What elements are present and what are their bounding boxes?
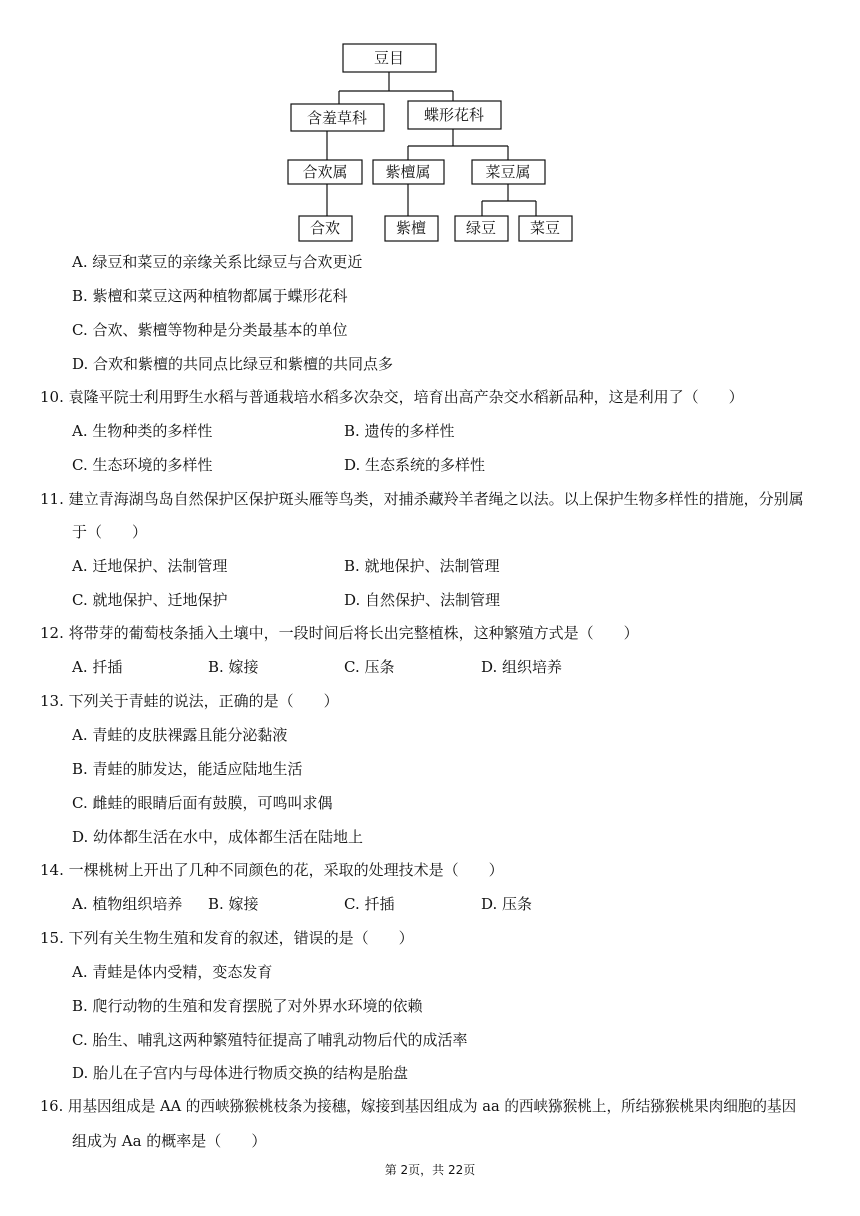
q15-stem: 15. 下列有关生物生殖和发育的叙述，错误的是（ ） <box>40 929 414 947</box>
q15-option-c: C. 胎生、哺乳这两种繁殖特征提高了哺乳动物后代的成活率 <box>72 1031 468 1049</box>
q12-option-c: C. 压条 <box>344 658 395 676</box>
q14-option-d: D. 压条 <box>481 895 533 913</box>
q10-option-a: A. 生物种类的多样性 <box>72 422 213 440</box>
genus-label-2: 紫檀属 <box>385 163 431 181</box>
q11-option-a: A. 迁地保护、法制管理 <box>72 557 228 575</box>
q9-option-b: B. 紫檀和菜豆这两种植物都属于蝶形花科 <box>72 287 348 305</box>
q13-option-a: A. 青蛙的皮肤裸露且能分泌黏液 <box>72 726 288 744</box>
q9-option-d: D. 合欢和紫檀的共同点比绿豆和紫檀的共同点多 <box>72 355 394 373</box>
species-label-2: 紫檀 <box>395 219 427 237</box>
q14-option-c: C. 扦插 <box>344 895 395 913</box>
classification-diagram <box>0 0 860 250</box>
q11-option-b: B. 就地保护、法制管理 <box>344 557 500 575</box>
q14-stem: 14. 一棵桃树上开出了几种不同颜色的花，采取的处理技术是（ ） <box>40 861 504 879</box>
q15-option-a: A. 青蛙是体内受精，变态发育 <box>72 963 273 981</box>
q12-option-d: D. 组织培养 <box>481 658 563 676</box>
q11-option-c: C. 就地保护、迁地保护 <box>72 591 228 609</box>
q10-option-c: C. 生态环境的多样性 <box>72 456 213 474</box>
q10-option-b: B. 遗传的多样性 <box>344 422 455 440</box>
species-label-1: 合欢 <box>309 219 341 237</box>
q9-option-c: C. 合欢、紫檀等物种是分类最基本的单位 <box>72 321 348 339</box>
q14-option-a: A. 植物组织培养 <box>72 895 183 913</box>
q10-stem: 10. 袁隆平院士利用野生水稻与普通栽培水稻多次杂交，培育出高产杂交水稻新品种，这是利用了（ ） <box>40 388 744 406</box>
q10-option-d: D. 生态系统的多样性 <box>344 456 486 474</box>
q11-option-d: D. 自然保护、法制管理 <box>344 591 501 609</box>
q16-stem-line-1: 16. 用基因组成是 AA 的西峡猕猴桃枝条为接穗，嫁接到基因组成为 aa 的西峡猕猴桃上，所结猕猴桃果肉细胞的基因 <box>40 1098 797 1115</box>
q9-option-a: A. 绿豆和菜豆的亲缘关系比绿豆与合欢更近 <box>72 253 363 271</box>
order-label: 豆目 <box>373 49 405 67</box>
q14-option-b: B. 嫁接 <box>208 895 259 913</box>
q13-option-c: C. 雌蛙的眼睛后面有鼓膜，可鸣叫求偶 <box>72 794 333 812</box>
q15-option-d: D. 胎儿在子宫内与母体进行物质交换的结构是胎盘 <box>72 1064 409 1082</box>
species-label-4: 菜豆 <box>529 219 561 237</box>
page-footer: 第 2页，共 22页 <box>384 1163 476 1177</box>
family-label-1: 含羞草科 <box>306 109 368 127</box>
q16-stem-line-2: 组成为 Aa 的概率是（ ） <box>72 1132 267 1150</box>
q13-option-d: D. 幼体都生活在水中，成体都生活在陆地上 <box>72 828 364 846</box>
q13-option-b: B. 青蛙的肺发达，能适应陆地生活 <box>72 760 303 778</box>
q13-stem: 13. 下列关于青蛙的说法，正确的是（ ） <box>40 692 339 710</box>
q11-stem-line-1: 11. 建立青海湖鸟岛自然保护区保护斑头雁等鸟类，对捕杀藏羚羊者绳之以法。以上保护生物多样性的措施，分别属 <box>40 490 804 508</box>
species-label-3: 绿豆 <box>465 219 497 237</box>
family-label-2: 蝶形花科 <box>423 106 485 124</box>
q12-option-a: A. 扦插 <box>72 658 123 676</box>
q15-option-b: B. 爬行动物的生殖和发育摆脱了对外界水环境的依赖 <box>72 997 423 1015</box>
genus-label-3: 菜豆属 <box>485 163 531 181</box>
q12-option-b: B. 嫁接 <box>208 658 259 676</box>
genus-label-1: 合欢属 <box>302 163 348 181</box>
q11-stem-line-2: 于（ ） <box>72 523 148 541</box>
q12-stem: 12. 将带芽的葡萄枝条插入土壤中，一段时间后将长出完整植株，这种繁殖方式是（ ） <box>40 624 639 642</box>
